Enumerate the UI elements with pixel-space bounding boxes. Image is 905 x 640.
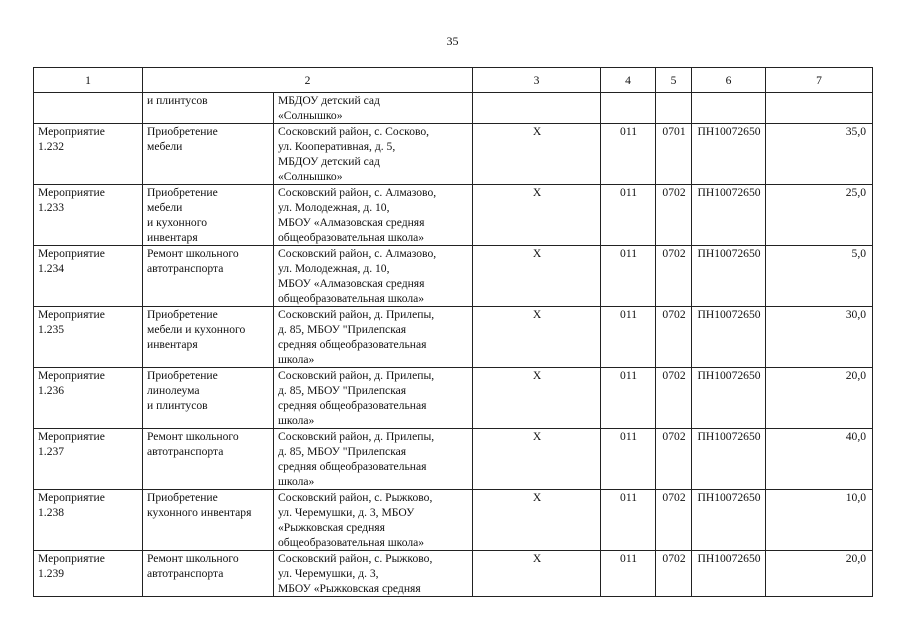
cell-code2: 0702 bbox=[656, 246, 692, 307]
cell-address: МБДОУ детский сад «Солнышко» bbox=[274, 93, 473, 124]
cell-mark: X bbox=[473, 429, 601, 490]
table-row bbox=[34, 124, 873, 185]
cell-code2: 0702 bbox=[656, 185, 692, 246]
cell-code2 bbox=[656, 93, 692, 124]
cell-address: Сосковский район, д. Прилепы, д. 85, МБОУ "Прилепская средняя общеобразовательная школа» bbox=[274, 368, 473, 429]
header-col-1: 1 bbox=[34, 68, 143, 93]
cell-address: Сосковский район, д. Прилепы, д. 85, МБОУ "Прилепская средняя общеобразовательная школа» bbox=[274, 429, 473, 490]
cell-code2: 0702 bbox=[656, 490, 692, 551]
cell-amount bbox=[766, 93, 873, 124]
cell-code3: ПН10072650 bbox=[692, 551, 766, 597]
cell-code3: ПН10072650 bbox=[692, 185, 766, 246]
cell-code2: 0701 bbox=[656, 124, 692, 185]
cell-code2: 0702 bbox=[656, 551, 692, 597]
cell-code3: ПН10072650 bbox=[692, 307, 766, 368]
cell-name: и плинтусов bbox=[143, 93, 274, 124]
table-row bbox=[34, 246, 873, 307]
cell-code2: 0702 bbox=[656, 307, 692, 368]
cell-address: Сосковский район, с. Алмазово, ул. Молодежная, д. 10, МБОУ «Алмазовская средняя общеобразовательная школа» bbox=[274, 185, 473, 246]
cell-code1 bbox=[601, 93, 656, 124]
cell-code2: 0702 bbox=[656, 368, 692, 429]
cell-address: Сосковский район, с. Рыжково, ул. Черемушки, д. 3, МБОУ «Рыжковская средняя bbox=[274, 551, 473, 597]
cell-event bbox=[34, 93, 143, 124]
cell-code1: 011 bbox=[601, 124, 656, 185]
cell-event: Мероприятие 1.232 bbox=[34, 124, 143, 185]
cell-address: Сосковский район, с. Алмазово, ул. Молодежная, д. 10, МБОУ «Алмазовская средняя общеобразовательная школа» bbox=[274, 246, 473, 307]
header-col-2: 2 bbox=[143, 68, 473, 93]
cell-event: Мероприятие 1.239 bbox=[34, 551, 143, 597]
cell-amount: 40,0 bbox=[766, 429, 873, 490]
header-col-6: 6 bbox=[692, 68, 766, 93]
cell-code3: ПН10072650 bbox=[692, 124, 766, 185]
cell-amount: 10,0 bbox=[766, 490, 873, 551]
cell-code1: 011 bbox=[601, 368, 656, 429]
cell-name: Приобретение мебели bbox=[143, 124, 274, 185]
table-row bbox=[34, 185, 873, 246]
cell-name: Приобретение мебели и кухонного инвентаря bbox=[143, 185, 274, 246]
cell-event: Мероприятие 1.237 bbox=[34, 429, 143, 490]
continuation-row bbox=[34, 93, 873, 124]
cell-code1: 011 bbox=[601, 246, 656, 307]
table-row bbox=[34, 429, 873, 490]
cell-event: Мероприятие 1.233 bbox=[34, 185, 143, 246]
header-col-5: 5 bbox=[656, 68, 692, 93]
cell-name: Приобретение кухонного инвентаря bbox=[143, 490, 274, 551]
budget-table bbox=[33, 67, 873, 597]
cell-amount: 5,0 bbox=[766, 246, 873, 307]
cell-name: Ремонт школьного автотранспорта bbox=[143, 551, 274, 597]
table-header-row bbox=[34, 68, 873, 93]
header-col-3: 3 bbox=[473, 68, 601, 93]
cell-amount: 35,0 bbox=[766, 124, 873, 185]
cell-amount: 25,0 bbox=[766, 185, 873, 246]
cell-mark: X bbox=[473, 185, 601, 246]
cell-event: Мероприятие 1.236 bbox=[34, 368, 143, 429]
cell-address: Сосковский район, с. Сосково, ул. Кооперативная, д. 5, МБДОУ детский сад «Солнышко» bbox=[274, 124, 473, 185]
cell-code1: 011 bbox=[601, 429, 656, 490]
cell-code3: ПН10072650 bbox=[692, 490, 766, 551]
cell-mark: X bbox=[473, 490, 601, 551]
cell-name: Приобретение мебели и кухонного инвентаря bbox=[143, 307, 274, 368]
cell-code1: 011 bbox=[601, 490, 656, 551]
header-col-7: 7 bbox=[766, 68, 873, 93]
cell-amount: 30,0 bbox=[766, 307, 873, 368]
cell-mark: X bbox=[473, 368, 601, 429]
cell-code2: 0702 bbox=[656, 429, 692, 490]
table-row bbox=[34, 307, 873, 368]
cell-event: Мероприятие 1.234 bbox=[34, 246, 143, 307]
table-row bbox=[34, 551, 873, 597]
cell-code1: 011 bbox=[601, 551, 656, 597]
cell-name: Ремонт школьного автотранспорта bbox=[143, 246, 274, 307]
table-row bbox=[34, 368, 873, 429]
cell-name: Ремонт школьного автотранспорта bbox=[143, 429, 274, 490]
cell-code3: ПН10072650 bbox=[692, 368, 766, 429]
cell-address: Сосковский район, с. Рыжково, ул. Черемушки, д. 3, МБОУ «Рыжковская средняя общеобразовательная школа» bbox=[274, 490, 473, 551]
cell-amount: 20,0 bbox=[766, 551, 873, 597]
cell-mark bbox=[473, 93, 601, 124]
cell-event: Мероприятие 1.235 bbox=[34, 307, 143, 368]
cell-mark: X bbox=[473, 551, 601, 597]
cell-event: Мероприятие 1.238 bbox=[34, 490, 143, 551]
cell-code1: 011 bbox=[601, 307, 656, 368]
page-number: 35 bbox=[446, 34, 459, 48]
table-row bbox=[34, 490, 873, 551]
cell-name: Приобретение линолеума и плинтусов bbox=[143, 368, 274, 429]
cell-code1: 011 bbox=[601, 185, 656, 246]
cell-code3: ПН10072650 bbox=[692, 429, 766, 490]
cell-amount: 20,0 bbox=[766, 368, 873, 429]
cell-mark: X bbox=[473, 124, 601, 185]
cell-mark: X bbox=[473, 246, 601, 307]
header-col-4: 4 bbox=[601, 68, 656, 93]
cell-code3: ПН10072650 bbox=[692, 246, 766, 307]
cell-mark: X bbox=[473, 307, 601, 368]
cell-address: Сосковский район, д. Прилепы, д. 85, МБОУ "Прилепская средняя общеобразовательная школа» bbox=[274, 307, 473, 368]
cell-code3 bbox=[692, 93, 766, 124]
